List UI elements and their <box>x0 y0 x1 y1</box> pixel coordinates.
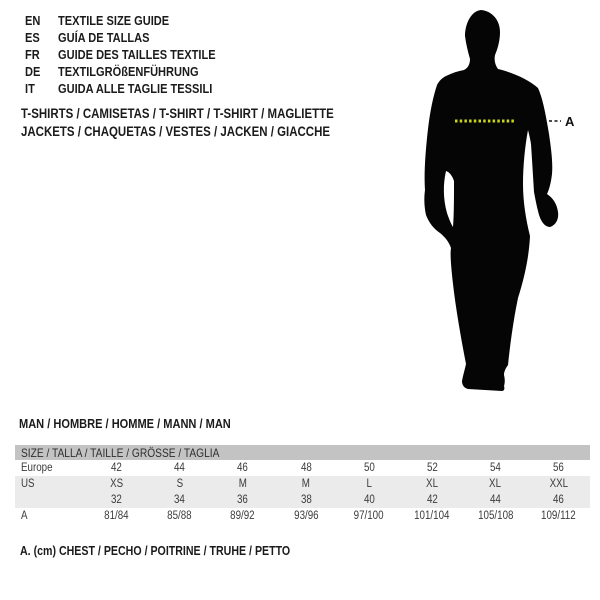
size-value: XS <box>110 478 124 490</box>
size-value: M <box>238 478 247 490</box>
size-value: 97/100 <box>354 510 385 522</box>
size-value: 42 <box>426 494 438 506</box>
size-value: XL <box>426 478 439 490</box>
size-value: 89/92 <box>230 510 256 522</box>
size-value: 85/88 <box>167 510 192 522</box>
size-value: 44 <box>174 462 186 474</box>
language-label: GUIDA ALLE TAGLIE TESSILI <box>58 81 213 96</box>
language-code: IT <box>25 81 35 96</box>
language-list <box>25 12 243 97</box>
size-value: 46 <box>552 494 564 506</box>
category-list <box>21 104 389 140</box>
size-value: 109/112 <box>541 510 576 522</box>
table-row-europe <box>15 460 590 476</box>
language-row-es <box>25 29 243 46</box>
size-value: XXL <box>549 478 568 490</box>
language-code: ES <box>25 30 40 45</box>
language-label: GUÍA DE TALLAS <box>58 30 150 45</box>
language-label: GUIDE DES TAILLES TEXTILE <box>58 47 216 62</box>
language-row-de <box>25 63 243 80</box>
size-value: 56 <box>552 462 564 474</box>
size-value: 50 <box>363 462 375 474</box>
table-row-numeric <box>15 492 590 508</box>
size-value: 81/84 <box>104 510 129 522</box>
table-row-us <box>15 476 590 492</box>
size-table <box>15 445 590 524</box>
man-silhouette-figure <box>415 4 587 396</box>
size-value: M <box>301 478 311 490</box>
size-value: 32 <box>111 494 122 506</box>
size-value: 38 <box>300 494 312 506</box>
language-row-en <box>25 12 243 29</box>
language-code: DE <box>25 64 41 79</box>
size-table-header: SIZE / TALLA / TAILLE / GRÖSSE / TAGLIA <box>15 445 590 460</box>
size-value: 42 <box>111 462 122 474</box>
category-jackets: JACKETS / CHAQUETAS / VESTES / JACKEN / GIACCHE <box>21 123 331 139</box>
size-value: XL <box>489 478 502 490</box>
size-value: 101/104 <box>414 510 450 522</box>
row-label: Europe <box>21 462 53 474</box>
language-row-it <box>25 80 243 97</box>
row-label <box>15 494 85 506</box>
size-value: 46 <box>237 462 249 474</box>
category-tshirts: T-SHIRTS / CAMISETAS / T-SHIRT / T-SHIRT / MAGLIETTE <box>21 105 334 121</box>
row-label: A <box>21 510 28 522</box>
section-title-man: MAN / HOMBRE / HOMME / MANN / MAN <box>19 416 231 431</box>
row-label: US <box>21 478 35 490</box>
size-value: 93/96 <box>293 510 319 522</box>
size-value: 34 <box>174 494 186 506</box>
size-value: 36 <box>237 494 249 506</box>
table-row-chest-a <box>15 508 590 524</box>
size-value: L <box>366 478 372 490</box>
language-label: TEXTILE SIZE GUIDE <box>58 13 170 28</box>
size-value: S <box>176 478 183 490</box>
size-value: 54 <box>489 462 501 474</box>
size-value: 48 <box>300 462 312 474</box>
chest-measurement-footnote: A. (cm) CHEST / PECHO / POITRINE / TRUHE / PETTO <box>20 544 291 558</box>
language-code: EN <box>25 13 41 28</box>
language-row-fr <box>25 46 243 63</box>
size-value: 44 <box>489 494 501 506</box>
size-value: 40 <box>363 494 375 506</box>
man-silhouette <box>424 10 558 391</box>
annotation-label-a: A <box>565 114 575 129</box>
language-code: FR <box>25 47 40 62</box>
language-label: TEXTILGRÖßENFÜHRUNG <box>58 64 199 79</box>
size-value: 52 <box>426 462 438 474</box>
size-value: 105/108 <box>477 510 513 522</box>
